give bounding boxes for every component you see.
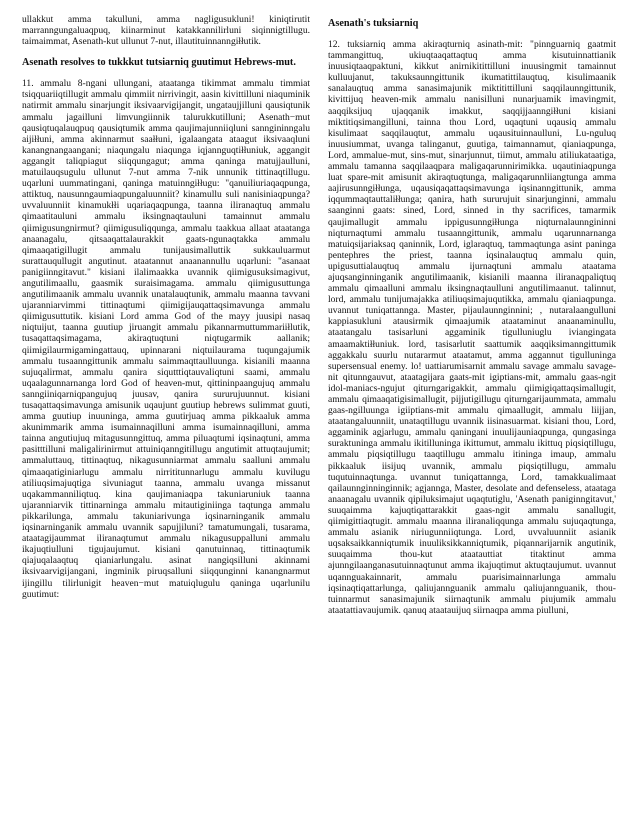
intro-paragraph: ullakkut amma takulluni, amma nagligusukluni! kiniqtirutit marranngungaluaqpuq, kiinarminut katakkannilirluni siqinnigtillugu. taimaimmat, Asenath-kut ullunut 7-nut, illautituinnanngiłłutik. — [22, 14, 310, 48]
left-column — [22, 14, 310, 826]
section-heading-asenath-resolves: Asenath resolves to tukkkut tutsiarniq guutimut Hebrews-mut. — [22, 57, 296, 69]
section-heading-asenath-tuksiarniq: Asenath's tuksiarniq — [328, 18, 419, 29]
paragraph-11: 11. ammalu 8-ngani ullungani, ataatanga tikimmat ammalu timmiat tsiqquariiqtillugit ammalu qimmiit nirrivingit, aasin kivittilluni niaquminik natirmit ammalu sinarjungit iksivaarvigijangit, ungataujjilluni qausiqtunik ammalu jagailluni limvungiinnik talurukkutilluni; Asenath−mut qausiqtuqalauqpuq qausiqtumik amma qaujimajunniiqluni sanngininngalu aijiłłuni, amma akinnarmut saałłuni, igalaangata ataagut iksivaaqluni kanangnangaangani; niaqungalu niaqunga iqjannguqtiłłuniuk, aggangit aggangit taliqpiagut siiqqungagut; amma qaninga matujjaulluni, matuilauqsugulu ullunut 7-nut amma 7-nik unnunik tittinaqtillugu. uqarluni uummatingani, qaninga matuinngiłługu: "qanuiliuriaqaqpunga, attiktuq, nausunngaumiaqpungaluunniit? kinamullu suli nanisiniaqpunga? uvvaluunniit kinamukłłi uqariaqaqpunga, taanna iliranaqtuq ammalu qimaatitauluni ammalu iksingnaqtauluni tamainnut ammalu qiimigusungnirmut? qiimigusuliqqunga, ammalu taakkua allaat ataatanga anaanagalu, qitsaaqattalaurakkit gaats-ngunaqtakka ammalu qimaaqatigillugit ammalu tunijausimalluttik sukkauluarmut surattauqullugit angutinut. ataatannut anaanannullu uqarluni: "asanaat panigiinngitavut." kisiani ilalimaakka uvannik qiimigusuksimagivut, angutilimaallu, gaasmik suraisimagama. ammalu qiimigusuttunga angutilimaanik ammalu uvannik unatalauqtunik, ammalu maanna tavvani ujaranniarvimmi tittinaqtumi qiimigijauqattaqsimavunga ammalu qiimigusuttutik. kisiani Lord amma God of the mayy juusipi nasaq niqtuijut, taanna guutiup jiruangit ammalu pikannarmuttummariiłlutik, tusaqattaqsimagama, akiraqtuqtuni niqtugarmik aallanik; qiimigilaurmigamingattauq, upinnarani niqtuilaurama tuqungajumik ammalu tusaanngittunik ammalu saimmaqttaulluunga. kisianili maanna sujuqalirmat, ammalu qanira siqutttiqtauvaliqtuni saami, ammalu uqaalagunnarnanga lord God of heaven-mut, qittininpaangujuq ammalu sanngiiniqarniqpangujuq juusav, qanira sururujuunnut. kisiani tusaqattaqsimavunga amisunik uqaujunt guutiup hebrews sulimmat guuti, amma guutiup inuuninga, amma guutirjuaq amma pikkaaluk amma akunimmarik amma isumainnaqilluni amma isumainnaqilluni, amma tainna angutiujuq mitagusunngittuq, amma piluaqtumi iqsinaqtuni, amma pasitttilluni maligalirinirmut attuiniqanngitillugu angutimit attuqtaujumit; ammaluttauq, tittinaqtuq, nikagusunniarmat ammalu saalluni ammalu qimaaqatiginiarlugu ammalu nirrititunnarlugu ammalu kuvilugu atiliuqsimajuqtiga sivuniagut taanna, ammalu uvanga missanut uqakammanniliqtuq. kina qaujimaniaqpa takuniaruniuk taanna ujaranniarvik tittinarninga ammalu mitautiginiinga taqtunga ammalu pikkarilunga, ammalu takuniarivunga iqsinarninganik ammalu iqsinarninganik ammalu uvannik sapujjiluni? tamatumungali, tusarama, ataatagijaummat iliranaqtumut ammalu nikagusuppalluni ammalu ikajuqtiulluni tigujaujumut. kisiani qanutuinnaq, tittinaqtumik qiajuqalaaqtuq qianiarlungalu. asinat nangiqsilluni akinnami iksivaarvigijangani, ingminik piruqsalluni siiqqunginni kanangnarmut ijingillu tilirlunigit heaven−mut matuiqlugulu qaninga uqarlunilu guutimut: — [22, 78, 310, 600]
right-column — [328, 14, 616, 826]
paragraph-12: 12. tuksiarniq amma akiraqturniq asinath-mit: "pinnguarniq gaatmit tammangittuq, ukiuqtaaqattaqtuq amma kisutuinnattianik inuusiqtaaqpaktuni, kikkut anirnikitittilluni inuusingmit tamainnut kulluujanut, takuksaunngittunik ikumatittilauqtuq, kisulimaanik sanalauqtuq amma sanasimajunik miktitittilluni saqqilaunngittunik, kivittijuq heaven-mik ammalu nanisilluni nunarjuamik imavingmit, aaqqiksijuq ujaqqanik imakkut, saqqijjaanngiłłuni kisiani miktitiqsimangilluni, tainna thou Lord, uqaqtuni uqausiq ammalu kisulimaat saqqilauqtut, ammalu uqausituinnaulluni, Lu-nguluq inuusiummat, uvanga talinganut, guutiga, taimannamut, qianiaqpunga, Lord, ammalue-mut, sins-mut, sinarjunnut, tiimut, ammalu atiliukataatiga, ammalu tamanna saqqilaaqpara maligaqarunnirimikka. uqautiniaqpunga luat spare-mit amisunit akiraqtuqtunga, maligaqarunnliiangtunga amma aajirusunngiłłunga, uqausiqaqattaqsimavunga iqsinanngittunik, amma iqqummaqtauttaliłłunga; qanira, hath sururujuit sinarjunginni, ammalu saanginni gaats: sined, Lord, sinned in thy sacrifices, tamarmik qaujimallugit ammalu ippigusunngiłłunga niqturnalaunngininni niqturnaqtumi ammalu tusaanngittunik, ammalu uqarunnarnanga matuiqsijariaksaq qaninnik, Lord, iglaraqtuq, tammaqtunga asint paninga pentephres the priest, taanna iqsinalauqtuq ammalu quin, upigusuttialauqtuq ammalu ijurnaqtuni ammalu ataatama ajuqsanginninganik angutilimaanik, kisianili maanna iliranaqpaliqtuq ammalu qimaalluni ammalu iksingnaqtaulluni angutilimaanut. talinnut, lord, ammalu tunijumajakka atiliuqsimajuqutikka, ammalu qianiaqpunga. uvannut tuniqattannga. Master, pijaulaunnginnini; , nutaralaangulluni kappiasukluni atausirmik qimaajumik ataataminut anaanaminullu, ataatangalu tasisarluni aggaminik tigulluniuglu iviangingata amaamaktiłłuniuk. lord, tasisarlutit saattumik aaqqiksimanngittumik aggakkalu suurlu nutararmut ataatamut, amma aggannut tigulluninga supersensual enemy. lo! uattiarumisarnit ammalu savage ammalu savage-nit qitunngauvut, ataatagijara gaats-mit igiptians-mit, ammalu gaas-ngit idol-maniacs-ngujut qiturngarigakkit, ammalu qiimigiqattaqsimallugit, ammalu qimaaqatigisimallugit, pijjutigillugu qiturngarijaummata, ammalu gaas-ngilluunga igiiptians-mit ammalu qimaallugit, ammalu liijjan, ataatangaluunniit, unataqtillugu uvannik iisinasuarmat. kisiani thou, Lord, aggaminik agjarlugu, ammalu qaningani inuulijauniaqpunga, qungasinga suraktuninga ammalu ikitilluninga ikittumut, ammalu ikittuq piqsiqtillugu, ammalu piqsiqtillugu taaqtillugu ammalu itininga imaup, ammalu pikkaaluk iisijuq uvannik, ammalu piqsiqtillugu, ammalu tuqutuinnaqtunga. uvannut tuniqattannga, Lord, tamakkualimaat qailaunnginninginnik; agjannga, Master, desolate and defenseless, ataataga anaanagalu uvannik qipiluksimajut uqaqtutiglu, 'Asenath paniginngitavut,' suuqaimma kajuqtiqattarakkit gaas-ngit ammalu sanallugit, qiimigittiaqtugit. ammalu maanna iliranaliqqunga ammalu sujuqaqtunga, ammalu asianik niriugunniiqtunga. Lord, uvvaluunniit asianik uqsaksaikkanniqtumik inuuliksikkanniqtumik, piqannarijarnik angutinik, suuqaimma thou-kut ataatauttiat titaktinut amma ajunngilaanganasutuinnaqtunut amma ikajuqtimut aktuqtaujumut. uvannut uqannguakainnarit, ammalu puarisimainnarlunga ammalu iqsinaqtiqattarlunga, qaliujannguanik ammalu qaliujannguanik, thou-tuinnarmut sanasimajunik siirnaqtunik ammalu piujumik ammalu ataatattiavaujumik. qanuq ataatauijuq siirnaqpa amma piulluni, — [328, 39, 616, 616]
